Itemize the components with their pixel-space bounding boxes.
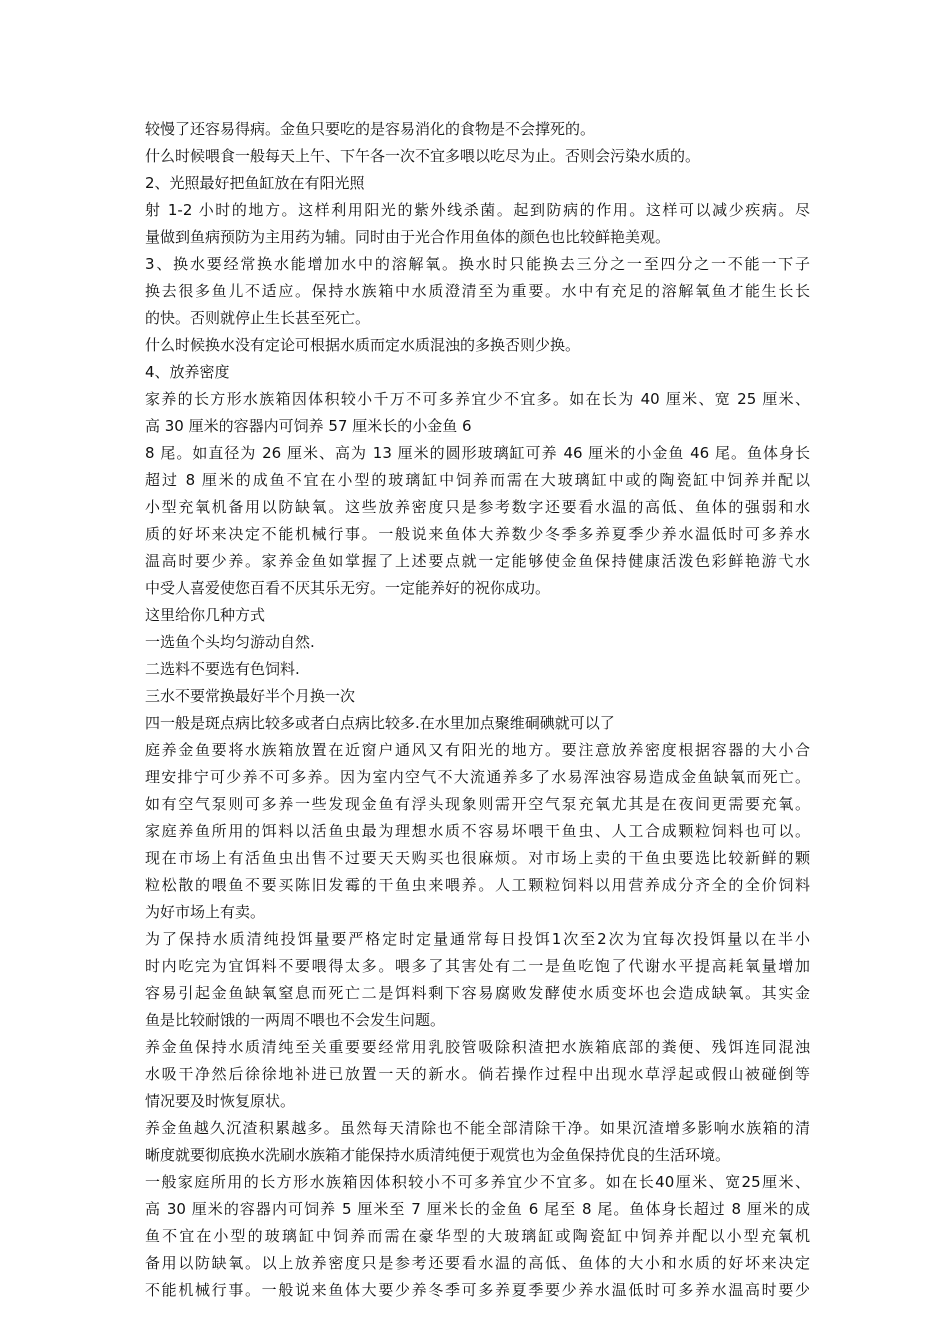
text-line: 什么时候换水没有定论可根据水质而定水质混浊的多换否则少换。 <box>145 336 581 354</box>
text-line: 一选鱼个头均匀游动自然. <box>145 633 315 651</box>
text-line: 情况要及时恢复原状。 <box>145 1092 296 1110</box>
text-line: 三水不要常换最好半个月换一次 <box>145 687 356 705</box>
text-line: 为好市场上有卖。 <box>145 903 266 921</box>
text-line: 这里给你几种方式 <box>145 606 266 624</box>
document-body <box>145 116 810 1304</box>
text-line: 时内吃完为宜饵料不要喂得太多。喂多了其害处有二一是鱼吃饱了代谢水平提高耗氧量增加 <box>145 957 810 975</box>
text-line: 四一般是斑点病比较多或者白点病比较多.在水里加点聚维硐碘就可以了 <box>145 714 615 732</box>
text-line: 养金鱼保持水质清纯至关重要要经常用乳胶管吸除积渣把水族箱底部的粪便、残饵连同混浊 <box>145 1038 810 1056</box>
text-line: 什么时候喂食一般每天上午、下午各一次不宜多喂以吃尽为止。否则会污染水质的。 <box>145 147 701 165</box>
text-line: 不能机械行事。一般说来鱼体大要少养冬季可多养夏季要少养水温低时可多养水温高时要少 <box>145 1281 810 1299</box>
text-line: 2、光照最好把鱼缸放在有阳光照 <box>145 174 365 192</box>
text-line: 温高时要少养。家养金鱼如掌握了上述要点就一定能够使金鱼保持健康活泼色彩鲜艳游弋水 <box>145 552 810 570</box>
text-line: 现在市场上有活鱼虫出售不过要天天购买也很麻烦。对市场上卖的干鱼虫要选比较新鲜的颗 <box>145 849 810 867</box>
text-line: 二选料不要选有色饲料. <box>145 660 300 678</box>
text-line: 4、放养密度 <box>145 363 230 381</box>
text-line: 3、换水要经常换水能增加水中的溶解氧。换水时只能换去三分之一至四分之一不能一下子 <box>145 255 810 273</box>
text-line: 晰度就要彻底换水洗刷水族箱才能保持水质清纯便于观赏也为金鱼保持优良的生活环境。 <box>145 1146 731 1164</box>
text-line: 容易引起金鱼缺氧窒息而死亡二是饵料剩下容易腐败发酵使水质变坏也会造成缺氧。其实金 <box>145 984 810 1002</box>
text-line: 8 尾。如直径为 26 厘米、高为 13 厘米的圆形玻璃缸可养 46 厘米的小金鱼 46 尾。鱼体身长 <box>145 444 810 462</box>
text-line: 鱼是比较耐饿的一两周不喂也不会发生问题。 <box>145 1011 446 1029</box>
text-line: 理安排宁可少养不可多养。因为室内空气不大流通养多了水易浑浊容易造成金鱼缺氧而死亡。 <box>145 768 810 786</box>
text-line: 家庭养鱼所用的饵料以活鱼虫最为理想水质不容易坏喂干鱼虫、人工合成颗粒饲料也可以。 <box>145 822 810 840</box>
text-line: 的快。否则就停止生长甚至死亡。 <box>145 309 371 327</box>
text-line: 鱼不宜在小型的玻璃缸中饲养而需在豪华型的大玻璃缸或陶瓷缸中饲养并配以小型充氧机 <box>145 1227 810 1245</box>
text-line: 家养的长方形水族箱因体积较小千万不可多养宜少不宜多。如在长为 40 厘米、宽 25 厘米、 <box>145 390 810 408</box>
text-line: 为了保持水质清纯投饵量要严格定时定量通常每日投饵1次至2次为宜每次投饵量以在半小 <box>145 930 810 948</box>
text-line: 换去很多鱼儿不适应。保持水族箱中水质澄清至为重要。水中有充足的溶解氧鱼才能生长长 <box>145 282 810 300</box>
text-line: 较慢了还容易得病。金鱼只要吃的是容易消化的食物是不会撑死的。 <box>145 120 596 138</box>
text-line: 射 1-2 小时的地方。这样利用阳光的紫外线杀菌。起到防病的作用。这样可以减少疾病。尽 <box>145 201 810 219</box>
text-line: 超过 8 厘米的成鱼不宜在小型的玻璃缸中饲养而需在大玻璃缸中或的陶瓷缸中饲养并配以 <box>145 471 810 489</box>
text-line: 中受人喜爱使您百看不厌其乐无穷。一定能养好的祝你成功。 <box>145 579 551 597</box>
text-line: 养金鱼越久沉渣积累越多。虽然每天清除也不能全部清除干净。如果沉渣增多影响水族箱的清 <box>145 1119 810 1137</box>
text-line: 量做到鱼病预防为主用药为辅。同时由于光合作用鱼体的颜色也比较鲜艳美观。 <box>145 228 671 246</box>
text-line: 一般家庭所用的长方形水族箱因体积较小不可多养宜少不宜多。如在长40厘米、宽25厘米、 <box>145 1173 810 1191</box>
text-line: 高 30 厘米的容器内可饲养 57 厘米长的小金鱼 6 <box>145 417 472 435</box>
text-line: 质的好坏来决定不能机械行事。一般说来鱼体大养数少冬季多养夏季少养水温低时可多养水 <box>145 525 810 543</box>
text-line: 小型充氧机备用以防缺氧。这些放养密度只是参考数字还要看水温的高低、鱼体的强弱和水 <box>145 498 810 516</box>
text-line: 庭养金鱼要将水族箱放置在近窗户通风又有阳光的地方。要注意放养密度根据容器的大小合 <box>145 741 810 759</box>
text-line: 备用以防缺氧。以上放养密度只是参考还要看水温的高低、鱼体的大小和水质的好坏来决定 <box>145 1254 810 1272</box>
text-line: 如有空气泵则可多养一些发现金鱼有浮头现象则需开空气泵充氧尤其是在夜间更需要充氧。 <box>145 795 810 813</box>
text-line: 粒松散的喂鱼不要买陈旧发霉的干鱼虫来喂养。人工颗粒饲料以用营养成分齐全的全价饲料 <box>145 876 810 894</box>
text-line: 水吸干净然后徐徐地补进已放置一天的新水。倘若操作过程中出现水草浮起或假山被碰倒等 <box>145 1065 810 1083</box>
text-line: 高 30 厘米的容器内可饲养 5 厘米至 7 厘米长的金鱼 6 尾至 8 尾。鱼体身长超过 8 厘米的成 <box>145 1200 810 1218</box>
